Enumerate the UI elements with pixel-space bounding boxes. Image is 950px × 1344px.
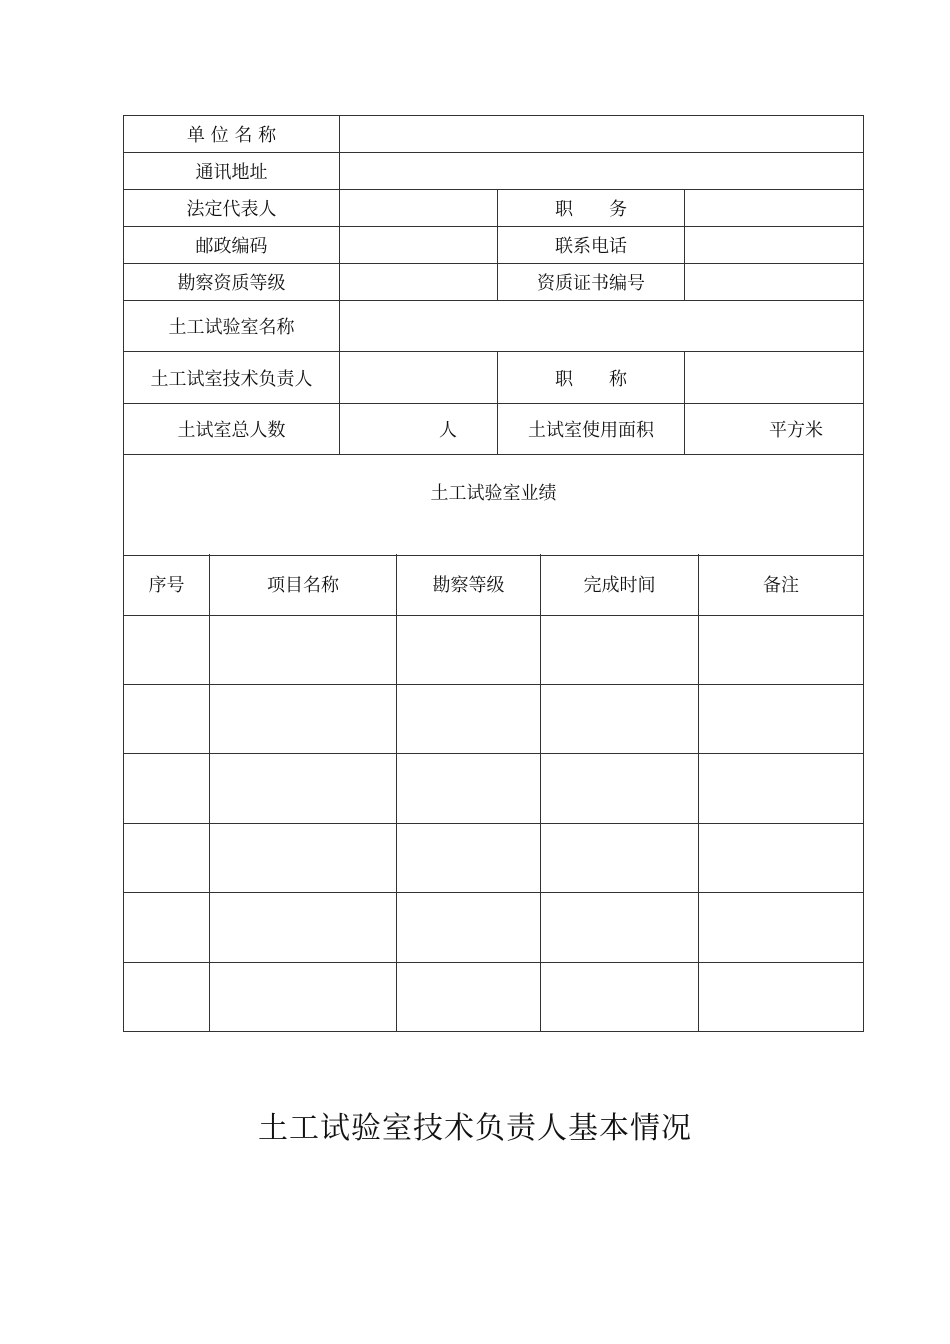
cell-completion-time[interactable] [541, 962, 699, 1031]
cell-index[interactable] [124, 753, 210, 823]
cell-index[interactable] [124, 684, 210, 753]
cell-remarks[interactable] [699, 823, 864, 892]
cell-survey-grade[interactable] [397, 684, 541, 753]
header-completion-time: 完成时间 [541, 554, 699, 615]
header-project-name: 项目名称 [210, 554, 397, 615]
cell-survey-grade[interactable] [397, 615, 541, 684]
table-row [124, 753, 864, 823]
section-title: 土工试验室技术负责人基本情况 [258, 1111, 692, 1146]
table-row [124, 264, 864, 301]
unit-info-table [123, 115, 864, 556]
cell-remarks[interactable] [699, 892, 864, 962]
table-row [124, 455, 864, 556]
performance-heading: 土工试验室业绩 [124, 455, 864, 556]
professional-title-field[interactable] [685, 352, 864, 404]
cell-project-name[interactable] [210, 753, 397, 823]
cell-completion-time[interactable] [541, 684, 699, 753]
cell-survey-grade[interactable] [397, 892, 541, 962]
table-row [124, 962, 864, 1031]
table-row [124, 684, 864, 753]
table-header-row [124, 554, 864, 615]
table-row [124, 404, 864, 455]
cell-index[interactable] [124, 892, 210, 962]
qualification-label: 勘察资质等级 [124, 264, 340, 301]
cell-project-name[interactable] [210, 823, 397, 892]
certificate-field[interactable] [685, 264, 864, 301]
cell-remarks[interactable] [699, 962, 864, 1031]
professional-title-label: 职 称 [498, 352, 685, 404]
lab-name-label: 土工试验室名称 [124, 301, 340, 352]
cell-completion-time[interactable] [541, 892, 699, 962]
tech-lead-label: 土工试室技术负责人 [124, 352, 340, 404]
area-field[interactable]: 平方米 [685, 404, 864, 455]
table-row [124, 892, 864, 962]
unit-name-field[interactable] [340, 116, 864, 153]
cell-index[interactable] [124, 615, 210, 684]
table-row [124, 153, 864, 190]
tech-lead-field[interactable] [340, 352, 498, 404]
table-row [124, 116, 864, 153]
cell-project-name[interactable] [210, 615, 397, 684]
staff-count-label: 土试室总人数 [124, 404, 340, 455]
address-field[interactable] [340, 153, 864, 190]
table-row [124, 190, 864, 227]
address-label: 通讯地址 [124, 153, 340, 190]
header-survey-grade: 勘察等级 [397, 554, 541, 615]
duty-field[interactable] [685, 190, 864, 227]
table-row [124, 823, 864, 892]
area-label: 土试室使用面积 [498, 404, 685, 455]
duty-label: 职 务 [498, 190, 685, 227]
cell-remarks[interactable] [699, 615, 864, 684]
performance-records-table [123, 554, 864, 1032]
cell-remarks[interactable] [699, 684, 864, 753]
cell-survey-grade[interactable] [397, 753, 541, 823]
header-index: 序号 [124, 554, 210, 615]
cell-project-name[interactable] [210, 892, 397, 962]
phone-label: 联系电话 [498, 227, 685, 264]
cell-index[interactable] [124, 962, 210, 1031]
legal-rep-field[interactable] [340, 190, 498, 227]
cell-survey-grade[interactable] [397, 962, 541, 1031]
table-row [124, 352, 864, 404]
table-row [124, 227, 864, 264]
cell-completion-time[interactable] [541, 615, 699, 684]
cell-completion-time[interactable] [541, 823, 699, 892]
table-row [124, 301, 864, 352]
phone-field[interactable] [685, 227, 864, 264]
cell-survey-grade[interactable] [397, 823, 541, 892]
lab-name-field[interactable] [340, 301, 864, 352]
postcode-field[interactable] [340, 227, 498, 264]
certificate-label: 资质证书编号 [498, 264, 685, 301]
header-remarks: 备注 [699, 554, 864, 615]
cell-completion-time[interactable] [541, 753, 699, 823]
staff-count-field[interactable]: 人 [340, 404, 498, 455]
cell-index[interactable] [124, 823, 210, 892]
cell-project-name[interactable] [210, 684, 397, 753]
table-row [124, 615, 864, 684]
legal-rep-label: 法定代表人 [124, 190, 340, 227]
cell-project-name[interactable] [210, 962, 397, 1031]
postcode-label: 邮政编码 [124, 227, 340, 264]
cell-remarks[interactable] [699, 753, 864, 823]
qualification-field[interactable] [340, 264, 498, 301]
unit-name-label: 单 位 名 称 [124, 116, 340, 153]
